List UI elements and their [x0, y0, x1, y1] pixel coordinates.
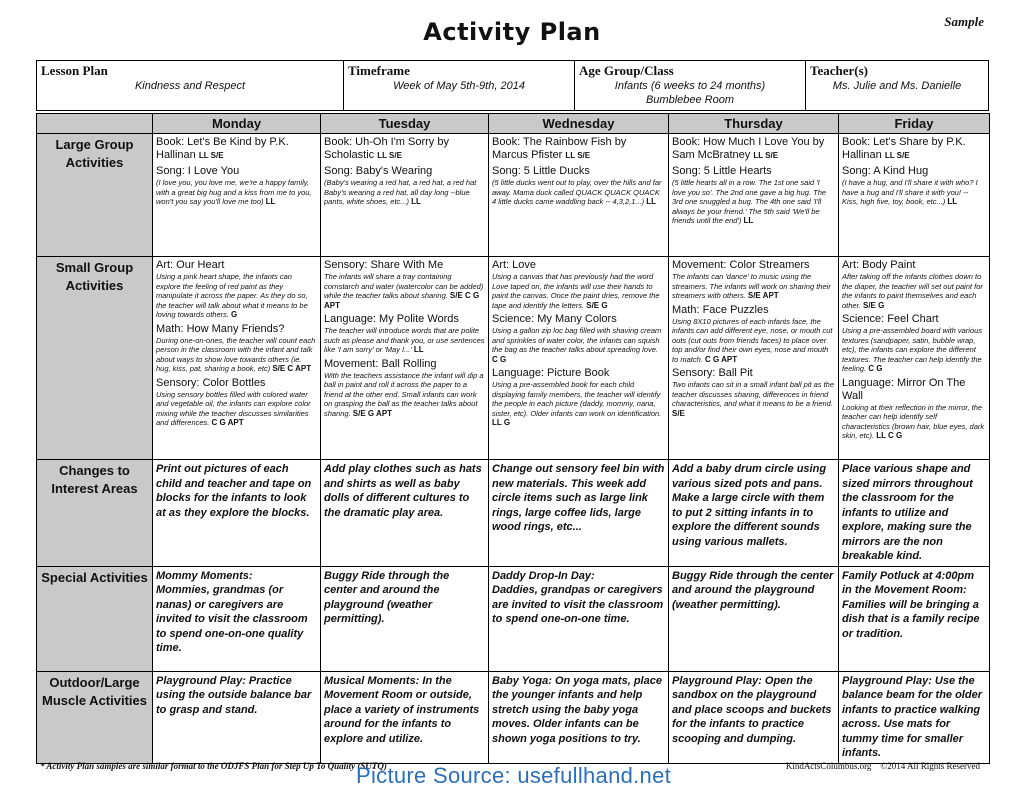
activity-text: Using a canvas that has previously had the word Love taped on, the infants will use their hands to paint the canvas. Once the paint dries, remove the tape and identify the letters. — [492, 272, 660, 310]
row-label-special: Special Activities — [37, 566, 153, 671]
song-tag: LL — [646, 197, 657, 206]
book-tag: LL S/E — [377, 151, 402, 160]
large-group-cell — [153, 134, 321, 257]
book-text: Book: The Rainbow Fish by Marcus Pfister — [492, 136, 627, 161]
row-label-outdoor: Outdoor/Large Muscle Activities — [37, 671, 153, 763]
row-label-changes: Changes to Interest Areas — [37, 460, 153, 567]
special-cell: Family Potluck at 4:00pm in the Movement Room: Families will be bringing a dish that is a family recipe or tradition. — [839, 566, 990, 671]
outdoor-cell: Musical Moments: In the Movement Room or outside, place a variety of instruments around for the infants to explore and utilize. — [321, 671, 489, 763]
page-title: Activity Plan — [423, 18, 601, 46]
class-name-value: Bumblebee Room — [645, 94, 735, 106]
activity-title: Movement: Color Streamers — [672, 259, 810, 271]
activity-description — [324, 371, 485, 419]
activity-text: Looking at their reflection in the mirror, the teacher can help identify self characteristics (brown hair, blue eyes, dark skin, etc). — [842, 402, 985, 440]
song-title: Song: Baby's Wearing — [324, 165, 433, 177]
activity-title: Art: Body Paint — [842, 259, 916, 271]
small-group-cell — [839, 257, 990, 460]
footer-site: KindActsColumbus.org — [785, 761, 872, 771]
outdoor-cell: Playground Play: Use the balance beam for the older infants to practice walking across. Use mats for tummy time for smaller infants. — [839, 671, 990, 763]
activity-item — [156, 259, 317, 320]
small-group-cell — [489, 257, 669, 460]
activity-item — [156, 377, 317, 428]
activity-description — [156, 390, 317, 428]
day-header: Monday — [153, 114, 321, 134]
activity-text: The infants will share a tray containing cornstarch and water (watercolor can be added) while the teacher talks about sharing. — [324, 272, 484, 300]
activity-description — [492, 272, 665, 310]
small-group-row — [37, 257, 990, 460]
activity-title: Art: Our Heart — [156, 259, 225, 271]
activity-text: Using 8X10 pictures of each infants face, the infants can add different eye, nose, or mouth cut outs (cut outs from friends faces) to place over top and/or find their own eyes, nose and mouth to match. — [672, 316, 833, 364]
day-header: Thursday — [669, 114, 839, 134]
book-text: Book: How Much I Love You by Sam McBratney — [672, 136, 825, 161]
song-text: (Baby's wearing a red hat, a red hat, a red hat Baby's wearing a red hat, all day long --blue pants, white shoes, etc...) — [324, 178, 477, 206]
activity-description — [324, 272, 485, 310]
activity-description — [492, 380, 665, 428]
small-group-cell — [669, 257, 839, 460]
activity-title: Science: Feel Chart — [842, 313, 939, 325]
activity-item — [672, 304, 835, 365]
large-group-row — [37, 134, 990, 257]
activity-item — [492, 367, 665, 428]
song-title: Song: 5 Little Ducks — [492, 165, 590, 177]
activity-tag: LL G — [492, 418, 511, 427]
timeframe-value: Week of May 5th-9th, 2014 — [393, 80, 525, 92]
book-text: Book: Let's Be Kind by P.K. Hallinan — [156, 136, 289, 161]
activity-tag: S/E — [672, 408, 685, 418]
teachers-value: Ms. Julie and Ms. Danielle — [832, 80, 962, 92]
activity-tag: S/E G — [862, 300, 885, 310]
activity-description — [156, 336, 317, 374]
song-text: (5 little hearts all in a row. The 1st one said 'I love you so'. The 2nd one gave a big hug. The 3rd one snuggled a bug. The 4th one said 'I'll always be your friend.' The 5th said 'We'll be friends until the end') — [672, 178, 827, 225]
activity-description — [672, 317, 835, 365]
song-text: (5 little ducks went out to play, over the hills and far away. Mama duck called QUACK QUACK QUACK 4 little ducks came waddling back -- 4,3,2,1...) — [492, 178, 662, 206]
corner-cell — [37, 114, 153, 134]
activity-text: Two infants can sit in a small infant ball pit as the teacher discusses sharing, differences in friend characteristics, and what it means to be a friend. — [672, 380, 835, 408]
activity-item — [672, 259, 835, 301]
song-lyrics — [492, 178, 665, 207]
activity-description — [672, 380, 835, 418]
activity-tag: S/E G APT — [352, 408, 393, 418]
book-text: Book: Uh-Oh I'm Sorry by Scholastic — [324, 136, 449, 161]
lesson-plan-label: Lesson Plan — [41, 63, 108, 78]
book-tag: LL S/E — [198, 151, 224, 160]
activity-title: Science: My Many Colors — [492, 313, 617, 325]
song-tag: LL — [411, 197, 421, 206]
special-cell: Buggy Ride through the center and around the playground (weather permitting). — [669, 566, 839, 671]
activity-item — [672, 367, 835, 418]
activity-text: Using a pre-assembled book for each child displaying family members, the teacher will identify the people in each picture (daddy, mommy, nana, sister, etc). Older infants can work on identification. — [492, 380, 662, 418]
row-label-small-group: Small Group Activities — [37, 257, 153, 460]
activity-tag: S/E C APT — [272, 364, 312, 373]
activity-tag: LL — [413, 345, 424, 354]
song-title: Song: 5 Little Hearts — [672, 165, 772, 177]
special-row — [37, 566, 990, 671]
activity-title: Language: Mirror On The Wall — [842, 376, 966, 402]
activity-tag: LL C G — [876, 431, 903, 440]
teachers-cell — [806, 61, 989, 111]
song-tag: LL — [265, 197, 276, 206]
activity-title: Math: Face Puzzles — [672, 303, 769, 316]
activity-plan-table — [36, 113, 990, 764]
activity-item — [324, 259, 485, 310]
book-tag: LL S/E — [884, 151, 910, 160]
changes-row — [37, 460, 990, 567]
age-group-value: Infants (6 weeks to 24 months) — [614, 80, 766, 92]
activity-title: Movement: Ball Rolling — [324, 357, 437, 370]
activity-title: Math: How Many Friends? — [156, 322, 285, 335]
large-group-cell — [669, 134, 839, 257]
lesson-plan-cell — [37, 61, 344, 111]
activity-tag: S/E APT — [747, 291, 779, 300]
day-header-row — [37, 114, 990, 134]
activity-text: Using a pink heart shape, the infants can explore the feeling of red paint as they manipulate it across the paper. As they do so, the teacher will talk about what it means to be loving towards others. — [156, 272, 308, 319]
small-group-cell — [153, 257, 321, 460]
activity-title: Sensory: Color Bottles — [156, 376, 266, 389]
activity-description — [672, 272, 835, 301]
activity-title: Language: Picture Book — [492, 367, 610, 379]
song-title: Song: A Kind Hug — [842, 165, 929, 177]
outdoor-row — [37, 671, 990, 763]
activity-text: The teacher will introduce words that are polite such as please and thank you, or use sentences like 'I am sorry' or 'May I...' — [324, 326, 485, 354]
activity-title: Sensory: Ball Pit — [672, 367, 753, 379]
footer-note: * Activity Plan samples are similar format to the ODJFS Plan for Step Up To Quality (SUTQ) — [40, 761, 387, 771]
activity-tag: C G — [868, 364, 883, 373]
activity-title: Sensory: Share With Me — [324, 259, 444, 271]
outdoor-cell: Playground Play: Practice using the outside balance bar to grasp and stand. — [153, 671, 321, 763]
lesson-plan-value: Kindness and Respect — [134, 80, 246, 92]
age-group-cell — [575, 61, 806, 111]
age-group-label: Age Group/Class — [579, 63, 674, 78]
special-cell: Daddy Drop-In Day: Daddies, grandpas or caregivers are invited to visit the classroom to spend one-on-one time. — [489, 566, 669, 671]
timeframe-cell — [344, 61, 575, 111]
large-group-cell — [489, 134, 669, 257]
song-lyrics — [156, 178, 317, 207]
changes-cell: Add a baby drum circle using various sized pots and pans. Make a large circle with them to put 2 sitting infants in to explore the different sounds using various mallets. — [669, 460, 839, 567]
song-tag: LL — [947, 197, 958, 206]
song-lyrics — [324, 178, 485, 207]
book-title — [672, 136, 835, 162]
changes-cell: Place various shape and sized mirrors throughout the classroom for the infants to utilize and explore, making sure the mirrors are the non breakable kind. — [839, 460, 990, 567]
activity-tag: G — [231, 310, 238, 319]
song-text: (I have a hug, and I'll share it with who? I have a hug and I'll share it with you! -- Kiss, high five, toy, book, etc...) — [842, 178, 978, 206]
activity-description — [842, 272, 986, 310]
row-label-large-group: Large Group Activities — [37, 134, 153, 257]
activity-item — [324, 313, 485, 355]
activity-description — [842, 326, 986, 374]
activity-text: Using a pre-assembled board with various textures (sandpaper, satin, bubble wrap, etc), the infants can explore the different textures. The teacher can help identify the feeling. — [842, 326, 983, 373]
activity-text: With the teachers assistance the infant will dip a ball in paint and roll it across the paper to a friend at the other end. Small infants can work on grasping the ball as the teacher talks about sharing. — [324, 370, 484, 418]
activity-text: Using a gallon zip loc bag filled with shaving cream and sprinkles of water color, the infants can squish the bag as the teacher talks about spreading love. — [492, 326, 662, 354]
footer-credits — [786, 761, 980, 771]
activity-text: During one-on-ones, the teacher will count each person in the classroom with the infant and talk about ways to show love towards others (ie. hug, kiss, pat, sharing a book, etc) — [156, 335, 316, 373]
activity-item — [842, 259, 986, 310]
activity-item — [842, 313, 986, 374]
activity-tag: S/E C G APT — [324, 291, 480, 310]
book-title — [156, 136, 317, 162]
song-text: (I love you, you love me, we're a happy family, with a great big hug and a kiss from me to you, won't you say you'll love me too) — [156, 178, 312, 206]
activity-tag: C G APT — [704, 354, 738, 364]
activity-tag: S/E G — [586, 300, 608, 310]
outdoor-cell: Playground Play: Open the sandbox on the playground and place scoops and buckets for the infants to practice scooping and dumping. — [669, 671, 839, 763]
activity-tag: C G — [492, 354, 507, 364]
changes-cell: Print out pictures of each child and teacher and tape on blocks for the infants to look at as they explore the blocks. — [153, 460, 321, 567]
plan-header-table — [36, 60, 989, 111]
activity-item — [492, 259, 665, 310]
activity-description — [492, 326, 665, 364]
footer-copyright: ©2014 All Rights Reserved — [880, 761, 980, 771]
book-tag: LL S/E — [565, 151, 591, 160]
activity-title: Art: Love — [492, 259, 537, 271]
sample-label: Sample — [944, 14, 984, 29]
activity-text: Using sensory bottles filled with colored water and vegetable oil, the infants can explore color mixing while the teacher discusses similarities and differences. — [156, 389, 311, 427]
activity-text: The infants can 'dance' to music using the streamers. The infants will work on sharing their streamers with others. — [672, 272, 831, 300]
small-group-cell — [321, 257, 489, 460]
day-header: Friday — [839, 114, 990, 134]
activity-item — [324, 358, 485, 419]
changes-cell: Change out sensory feel bin with new materials. This week add circle items such as large link rings, large coffee lids, large wood rings, etc... — [489, 460, 669, 567]
watermark-text: Picture Source: usefullhand.net — [356, 763, 672, 788]
song-tag: LL — [743, 216, 754, 225]
activity-title: Language: My Polite Words — [324, 313, 459, 325]
timeframe-label: Timeframe — [348, 63, 410, 78]
song-lyrics — [672, 178, 835, 226]
book-tag: LL S/E — [753, 151, 779, 160]
changes-cell: Add play clothes such as hats and shirts as well as baby dolls of different cultures to the dramatic play area. — [321, 460, 489, 567]
outdoor-cell: Baby Yoga: On yoga mats, place the younger infants and help stretch using the baby yoga moves. Older infants can be shown yoga positions to try. — [489, 671, 669, 763]
day-header: Tuesday — [321, 114, 489, 134]
activity-description — [156, 272, 317, 320]
special-cell: Buggy Ride through the center and around the playground (weather permitting). — [321, 566, 489, 671]
activity-item — [156, 323, 317, 374]
large-group-cell — [839, 134, 990, 257]
book-title — [842, 136, 986, 162]
activity-item — [842, 377, 986, 441]
special-cell: Mommy Moments: Mommies, grandmas (or nanas) or caregivers are invited to visit the classroom to spend one-on-one quality time. — [153, 566, 321, 671]
song-title: Song: I Love You — [156, 165, 240, 177]
teachers-label: Teacher(s) — [810, 63, 869, 78]
activity-description — [324, 326, 485, 355]
book-title — [492, 136, 665, 162]
activity-tag: C G APT — [211, 418, 244, 427]
activity-description — [842, 403, 986, 441]
book-title — [324, 136, 485, 162]
activity-item — [492, 313, 665, 364]
song-lyrics — [842, 178, 986, 207]
book-text: Book: Let's Share by P.K. Hallinan — [842, 136, 966, 161]
large-group-cell — [321, 134, 489, 257]
day-header: Wednesday — [489, 114, 669, 134]
activity-text: After taking off the infants clothes down to the diaper, the teacher will set out paint for the infants to paint themselves and each other. — [842, 272, 983, 310]
